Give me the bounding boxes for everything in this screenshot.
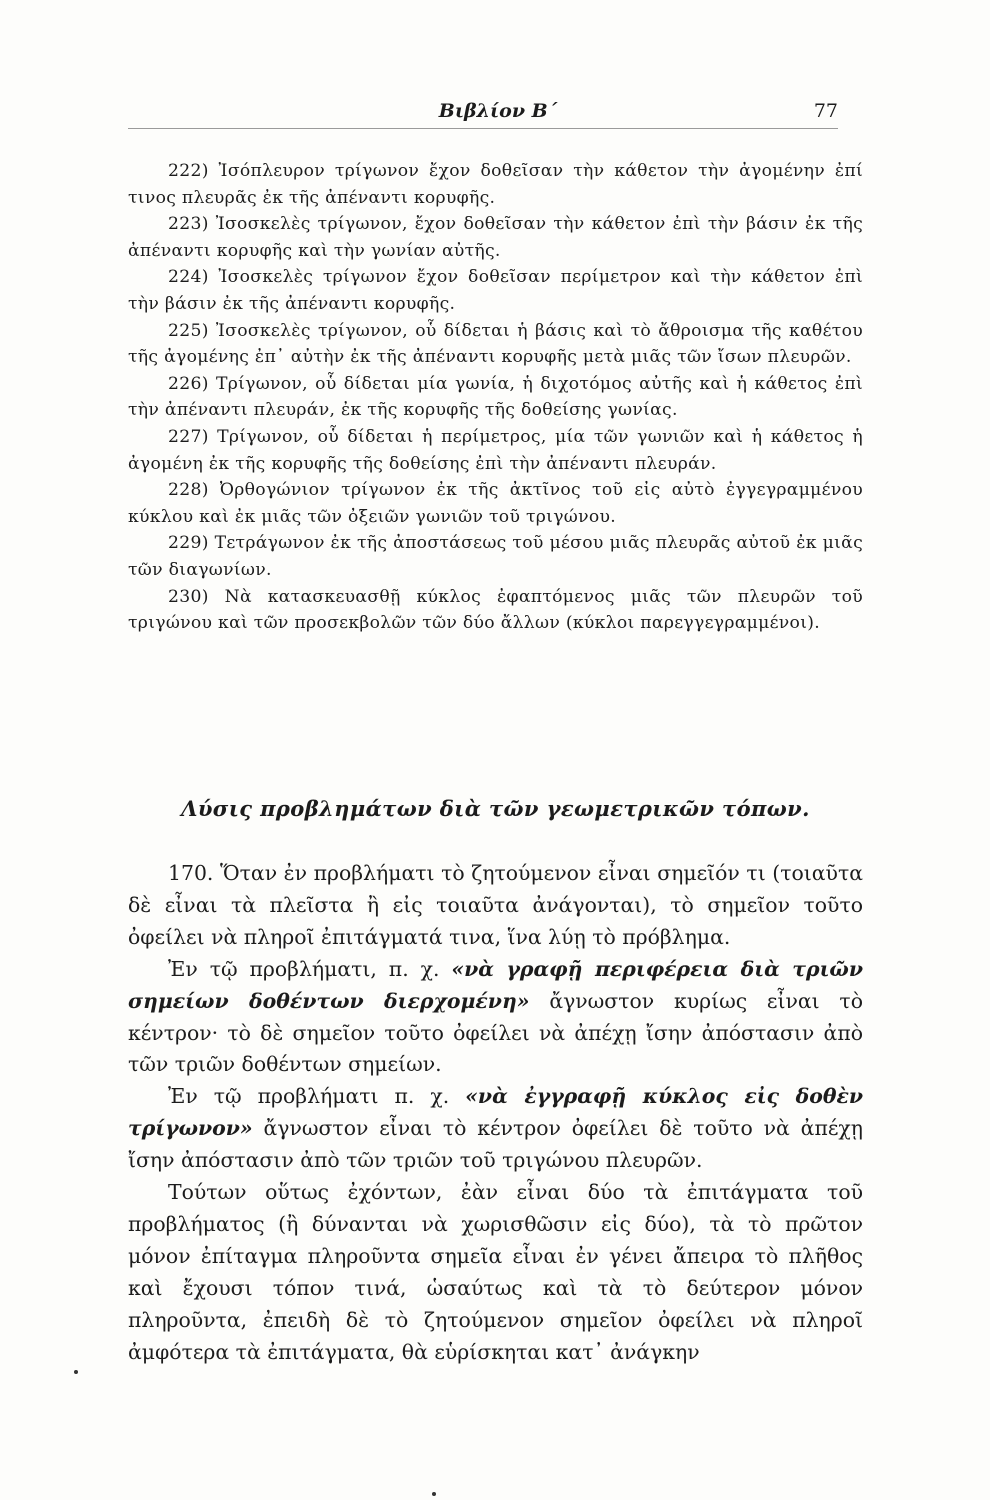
margin-dot [432,1492,436,1496]
exercise-227: 227) Τρίγωνον, οὗ δίδεται ἡ περίμετρος, μία τῶν γωνιῶν καὶ ἡ κάθετος ἡ ἀγομένη ἐκ τῆς κορυφῆς τῆς δοθείσης ἐπὶ τὴν ἀπέναντι πλευράν. [128,426,863,474]
header-rule [128,128,838,129]
exercise-230: 230) Νὰ κατασκευασθῇ κύκλος ἐφαπτόμενος μιᾶς τῶν πλευρῶν τοῦ τριγώνου καὶ τῶν προσεκβολῶν τῶν δύο ἄλλων (κύκλοι παρεγγεγραμμένοι). [128,586,863,634]
paragraph-incircle-example [128,1081,863,1177]
exercise-225: 225) Ἰσοσκελὲς τρίγωνον, οὗ δίδεται ἡ βάσις καὶ τὸ ἄθροισμα τῆς καθέτου τῆς ἀγομένης ἐπ᾽ αὐτὴν ἐκ τῆς ἀπέναντι κορυφῆς μετὰ μιᾶς τῶν ἴσων πλευρῶν. [128,320,863,368]
section-heading: Λύσις προβλημάτων διὰ τῶν γεωμετρικῶν τόπων. [181,796,810,821]
exercise-list [128,158,863,637]
paragraph-text: Ἐν τῷ προβλήματι π. χ. [168,1084,466,1109]
paragraph-two-conditions: Τούτων οὕτως ἐχόντων, ἐὰν εἶναι δύο τὰ ἐπιτάγματα τοῦ προβλήματος (ἢ δύνανται νὰ χωρισθῶσιν εἰς δύο), τὰ τὸ πρῶτον μόνον ἐπίταγμα πληροῦντα σημεῖα εἶναι ἐν γένει ἄπειρα τὸ πλῆθος καὶ ἔχουσι τόπον τινά, ὡσαύτως καὶ τὰ τὸ δεύτερον μόνον πληροῦντα, ἐπειδὴ δὲ τὸ ζητούμενον σημεῖον ὀφείλει νὰ πληροῖ ἀμφότερα τὰ ἐπιτάγματα, θὰ εὑρίσκηται κατ᾽ ἀνάγκην [128,1180,863,1364]
running-head [128,100,868,130]
paragraph-circle-example [128,954,863,1082]
exercise-223: 223) Ἰσοσκελὲς τρίγωνον, ἔχον δοθεῖσαν τὴν κάθετον ἐπὶ τὴν βάσιν ἐκ τῆς ἀπέναντι κορυφῆς καὶ τὴν γωνίαν αὐτῆς. [128,214,863,261]
exercise-224: 224) Ἰσοσκελὲς τρίγωνον ἔχον δοθεῖσαν περίμετρον καὶ τὴν κάθετον ἐπὶ τὴν βάσιν ἐκ τῆς ἀπέναντι κορυφῆς. [128,267,863,314]
exercise-228: 228) Ὀρθογώνιον τρίγωνον ἐκ τῆς ἀκτῖνος τοῦ εἰς αὐτὸ ἐγγεγραμμένου κύκλου καὶ ἐκ μιᾶς τῶν ὀξειῶν γωνιῶν τοῦ τριγώνου. [128,480,863,527]
quoted-problem: «νὰ ἐγγραφῇ κύκλος εἰς δοθὲν τρίγωνον» [128,1084,864,1141]
exercise-222: 222) Ἰσόπλευρον τρίγωνον ἔχον δοθεῖσαν τὴν κάθετον τὴν ἀγομένην ἐπί τινος πλευρᾶς ἐκ τῆς ἀπέναντι κορυφῆς. [128,161,863,208]
main-text [128,858,863,1369]
quoted-problem: «νὰ γραφῇ περιφέρεια διὰ τριῶν σημείων δοθέντων διερχομένη» [128,956,863,1013]
paragraph-170: 170. Ὅταν ἐν προβλήματι τὸ ζητούμενον εἶναι σημεῖόν τι (τοιαῦτα δὲ εἶναι τὰ πλεῖστα ἢ εἰς τοιαῦτα ἀνάγονται), τὸ σημεῖον τοῦτο ὀφείλει νὰ πληροῖ ἐπιτάγματά τινα, ἵνα λύῃ τὸ πρόβλημα. [128,861,863,949]
exercise-229: 229) Τετράγωνον ἐκ τῆς ἀποστάσεως τοῦ μέσου μιᾶς πλευρᾶς αὐτοῦ ἐκ μιᾶς τῶν διαγωνίων. [128,533,863,580]
paragraph-text: ἄγνωστον κυρίως εἶναι τὸ κέντρον· τὸ δὲ σημεῖον τοῦτο ὀφείλει νὰ ἀπέχῃ ἴσην ἀπόστασιν ἀπὸ τῶν τριῶν δοθέντων σημείων. [128,988,863,1077]
margin-dot [74,1370,78,1374]
running-head-title: Βιβλίον Β΄ [438,100,558,122]
paragraph-text: Ἐν τῷ προβλήματι, π. χ. [168,956,452,981]
exercise-226: 226) Τρίγωνον, οὗ δίδεται μία γωνία, ἡ διχοτόμος αὐτῆς καὶ ἡ κάθετος ἐπὶ τὴν ἀπέναντι πλευράν, ἐκ τῆς κορυφῆς τῆς δοθείσης γωνίας. [128,373,863,421]
page-number: 77 [813,100,838,122]
paragraph-text: ἄγνωστον εἶναι τὸ κέντρον ὀφείλει δὲ τοῦτο νὰ ἀπέχῃ ἴσην ἀπόστασιν ἀπὸ τῶν τριῶν τοῦ τριγώνου πλευρῶν. [128,1116,863,1173]
